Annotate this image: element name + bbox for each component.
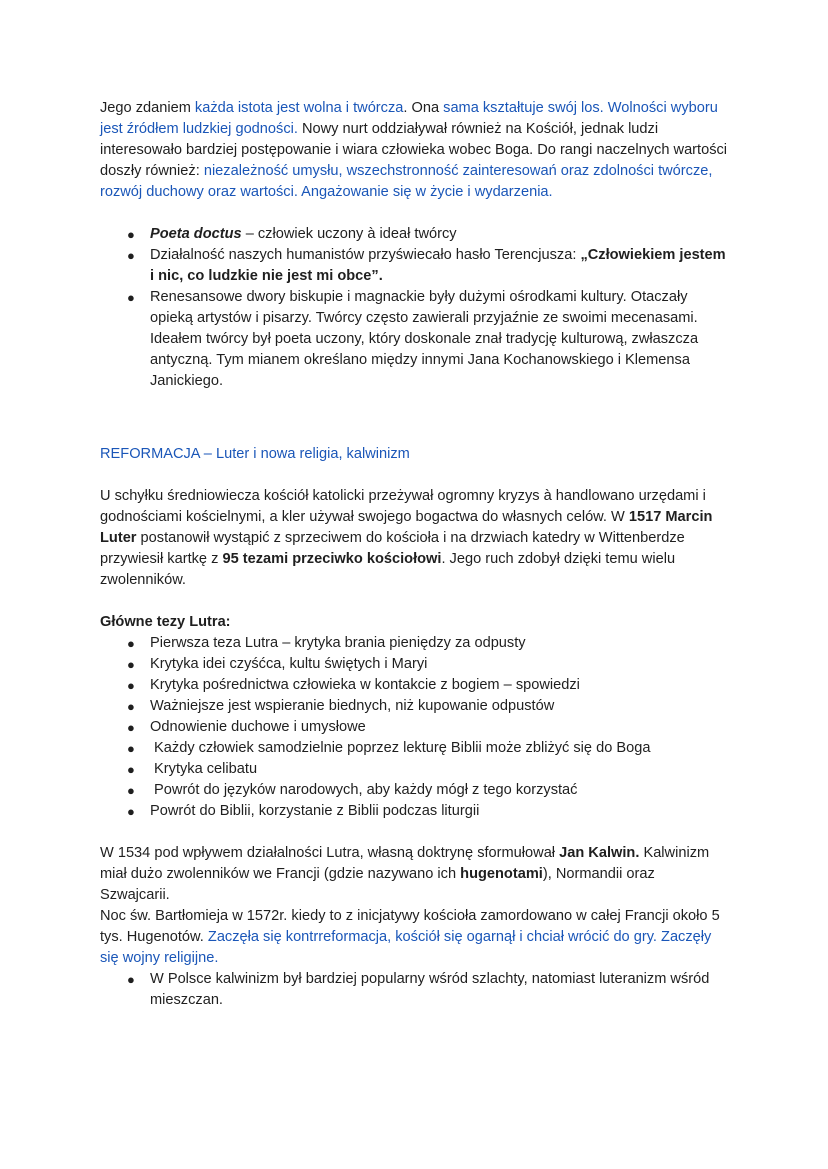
bullet-icon: ●: [127, 678, 135, 693]
bullet-icon: ●: [127, 972, 135, 987]
humanism-bullet-list: [100, 224, 728, 392]
list-item: ● Powrót do języków narodowych, aby każdy mógł z tego korzystać: [100, 780, 728, 801]
list-item: ● Krytyka idei czyśćca, kultu świętych i Maryi: [100, 654, 728, 675]
bullet-icon: ●: [127, 741, 135, 756]
paragraph-reformation-intro: U schyłku średniowiecza kościół katolicki przeżywał ogromny kryzys à handlowano urzędami i godnościami kościelnymi, a kler używał swojego bogactwa do własnych celów. W 1517 Marcin Luter postanowił wystąpić z sprzeciwem do kościoła i na drzwiach katedry w Wittenberdze przywiesił kartkę z 95 tezami przeciwko kościołowi. Jego ruch zdobył dzięki temu wielu zwolenników.: [100, 488, 713, 588]
list-item: ● Działalność naszych humanistów przyświecało hasło Terencjusza: „Człowiekiem jestem i nic, co ludzkie nie jest mi obce”.: [127, 247, 726, 284]
list-item: ● Pierwsza teza Lutra – krytyka brania pieniędzy za odpusty: [100, 633, 728, 654]
list-item: ● Poeta doctus – człowiek uczony à ideał twórcy: [100, 224, 728, 245]
list-item: ● Krytyka celibatu: [100, 759, 728, 780]
list-item: ● Krytyka pośrednictwa człowieka w kontakcie z bogiem – spowiedzi: [100, 675, 728, 696]
list-item: ● Każdy człowiek samodzielnie poprzez lekturę Biblii może zbliżyć się do Boga: [100, 738, 728, 759]
bullet-icon: ●: [127, 227, 135, 242]
bullet-icon: ●: [127, 783, 135, 798]
theses-list: [100, 633, 728, 822]
highlight-text: każda istota jest wolna i twórcza: [194, 100, 404, 116]
list-item: ● Ważniejsze jest wspieranie biednych, niż kupowanie odpustów: [100, 696, 728, 717]
paragraph-calvinism: W 1534 pod wpływem działalności Lutra, własną doktrynę sformułował Jan Kalwin. Kalwinizm miał dużo zwolenników we Francji (gdzie nazywano ich hugenotami), Normandii oraz Szwajcarii.: [100, 845, 710, 903]
bullet-icon: ●: [127, 636, 135, 651]
section-heading: REFORMACJA – Luter i nowa religia, kalwinizm: [100, 446, 410, 462]
paragraph-bartholomew-night: Noc św. Bartłomieja w 1572r. kiedy to z inicjatywy kościoła zamordowano w całej Francji około 5 tys. Hugenotów. Zaczęła się kontrreformacja, kościół się ogarnął i chciał wrócić do gry. Zaczęły się wojny religijne.: [100, 908, 720, 966]
bullet-icon: ●: [127, 657, 135, 672]
bullet-icon: ●: [127, 290, 135, 305]
list-item: ● Renesansowe dwory biskupie i magnackie były dużymi ośrodkami kultury. Otaczały opieką artystów i pisarzy. Twórcy często zawierali przyjaźnie ze swoimi mecenasami. Ideałem twórcy był poeta uczony, który doskonale znał tradycję kulturową, zwłaszcza antyczną. Tym mianem określano między innymi Jana Kochanowskiego i Klemensa Janickiego.: [127, 289, 699, 389]
highlight-text: sama kształtuje swój los. Wolności wyboru jest źródłem ludzkiej godności.: [100, 100, 718, 137]
highlight-text: niezależność umysłu, wszechstronność zainteresowań oraz zdolności twórcze, rozwój duchowy oraz wartości. Angażowanie się w życie i wydarzenia.: [100, 163, 713, 200]
highlight-text: Zaczęła się kontrreformacja, kościół się ogarnął i chciał wrócić do gry. Zaczęły się wojny religijne.: [100, 929, 712, 966]
bullet-icon: ●: [127, 248, 135, 263]
bullet-icon: ●: [127, 720, 135, 735]
theses-title: Główne tezy Lutra:: [100, 614, 231, 630]
list-item: ● W Polsce kalwinizm był bardziej popularny wśród szlachty, natomiast luteranizm wśród mieszczan.: [127, 971, 710, 1008]
poland-bullet-list: [100, 969, 728, 1011]
list-item: ● Powrót do Biblii, korzystanie z Biblii podczas liturgii: [100, 801, 728, 822]
paragraph-humanism-values: Jego zdaniem każda istota jest wolna i twórcza. Ona sama kształtuje swój los. Wolności wyboru jest źródłem ludzkiej godności. Nowy nurt oddziaływał również na Kościół, jednak ludzi interesowało bardziej postępowanie i wiara człowieka wobec Boga. Do rangi naczelnych wartości doszły również: niezależność umysłu, wszechstronność zainteresowań oraz zdolności twórcze, rozwój duchowy oraz wartości. Angażowanie się w życie i wydarzenia.: [100, 100, 728, 200]
bullet-icon: ●: [127, 804, 135, 819]
bullet-icon: ●: [127, 762, 135, 777]
list-item: ● Odnowienie duchowe i umysłowe: [100, 717, 728, 738]
bullet-icon: ●: [127, 699, 135, 714]
